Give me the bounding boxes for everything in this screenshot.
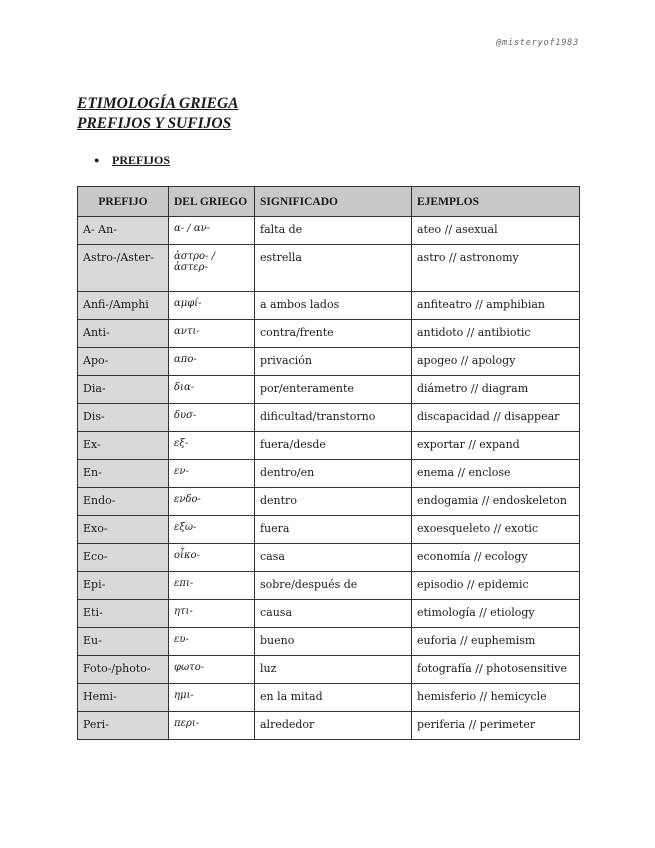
prefix-cell: En- [78,460,169,488]
prefix-cell: Anfi-/Amphi [78,292,169,320]
greek-cell: δυσ- [169,404,255,432]
prefix-cell: Dis- [78,404,169,432]
meaning-cell: privación [255,348,412,376]
table-row [78,600,580,628]
meaning-cell: casa [255,544,412,572]
examples-cell: etimología // etiology [412,600,580,628]
meaning-cell: por/enteramente [255,376,412,404]
table-row [78,488,580,516]
header-significado: SIGNIFICADO [255,187,412,217]
table-row [78,684,580,712]
prefix-cell: Eti- [78,600,169,628]
greek-cell: αμφί- [169,292,255,320]
greek-cell: ευ- [169,628,255,656]
header-ejemplos: EJEMPLOS [412,187,580,217]
greek-cell: περι- [169,712,255,740]
table-row [78,544,580,572]
table-row [78,712,580,740]
table-row [78,656,580,684]
meaning-cell: bueno [255,628,412,656]
prefix-table [77,186,580,740]
meaning-cell: en la mitad [255,684,412,712]
greek-cell: απο- [169,348,255,376]
table-row [78,245,580,292]
examples-cell: apogeo // apology [412,348,580,376]
greek-cell: ἀστρο- / ἀστερ- [169,245,255,292]
table-row [78,572,580,600]
prefix-cell: Anti- [78,320,169,348]
table-row [78,376,580,404]
greek-cell: εν- [169,460,255,488]
title-line-2: PREFIJOS Y SUFIJOS [77,115,232,132]
greek-cell: αντι- [169,320,255,348]
prefix-cell: Apo- [78,348,169,376]
prefix-cell: Hemi- [78,684,169,712]
examples-cell: fotografía // photosensitive [412,656,580,684]
prefix-cell: Epi- [78,572,169,600]
examples-cell: euforia // euphemism [412,628,580,656]
table-header-row [78,187,580,217]
table-row [78,348,580,376]
prefix-cell: Endo- [78,488,169,516]
meaning-cell: falta de [255,217,412,245]
table-row [78,292,580,320]
greek-cell: επι- [169,572,255,600]
examples-cell: astro // astronomy [412,245,580,292]
examples-cell: endogamia // endoskeleton [412,488,580,516]
meaning-cell: sobre/después de [255,572,412,600]
section-label: PREFIJOS [112,153,171,167]
section-heading [94,153,170,168]
prefix-cell: Astro-/Aster- [78,245,169,292]
prefix-cell: Eco- [78,544,169,572]
examples-cell: economía // ecology [412,544,580,572]
table-row [78,432,580,460]
table-row [78,404,580,432]
greek-cell: δια- [169,376,255,404]
greek-cell: ητι- [169,600,255,628]
prefix-cell: Ex- [78,432,169,460]
meaning-cell: estrella [255,245,412,292]
greek-cell: ενδο- [169,488,255,516]
meaning-cell: luz [255,656,412,684]
examples-cell: periferia // perimeter [412,712,580,740]
examples-cell: diámetro // diagram [412,376,580,404]
meaning-cell: causa [255,600,412,628]
meaning-cell: contra/frente [255,320,412,348]
meaning-cell: dificultad/transtorno [255,404,412,432]
table-row [78,460,580,488]
examples-cell: ateo // asexual [412,217,580,245]
meaning-cell: alrededor [255,712,412,740]
header-prefijo: PREFIJO [78,187,169,217]
meaning-cell: a ambos lados [255,292,412,320]
greek-cell: εξω- [169,516,255,544]
page-title [77,94,239,134]
title-line-1: ETIMOLOGÍA GRIEGA [77,95,239,112]
prefix-cell: Exo- [78,516,169,544]
bullet-icon: ● [94,155,100,165]
examples-cell: exportar // expand [412,432,580,460]
table-row [78,516,580,544]
greek-cell: ημι- [169,684,255,712]
examples-cell: discapacidad // disappear [412,404,580,432]
greek-cell: εξ- [169,432,255,460]
meaning-cell: fuera/desde [255,432,412,460]
greek-cell: οἶκο- [169,544,255,572]
prefix-cell: Dia- [78,376,169,404]
prefix-cell: A- An- [78,217,169,245]
meaning-cell: fuera [255,516,412,544]
meaning-cell: dentro/en [255,460,412,488]
table-row [78,628,580,656]
examples-cell: antidoto // antibiotic [412,320,580,348]
prefix-cell: Peri- [78,712,169,740]
examples-cell: exoesqueleto // exotic [412,516,580,544]
header-del-griego: DEL GRIEGO [169,187,255,217]
meaning-cell: dentro [255,488,412,516]
examples-cell: episodio // epidemic [412,572,580,600]
examples-cell: anfiteatro // amphibian [412,292,580,320]
table-row [78,217,580,245]
prefix-cell: Foto-/photo- [78,656,169,684]
greek-cell: α- / αν- [169,217,255,245]
examples-cell: enema // enclose [412,460,580,488]
author-handle: @misteryof1983 [496,38,579,48]
greek-cell: φωτο- [169,656,255,684]
table-row [78,320,580,348]
examples-cell: hemisferio // hemicycle [412,684,580,712]
prefix-cell: Eu- [78,628,169,656]
